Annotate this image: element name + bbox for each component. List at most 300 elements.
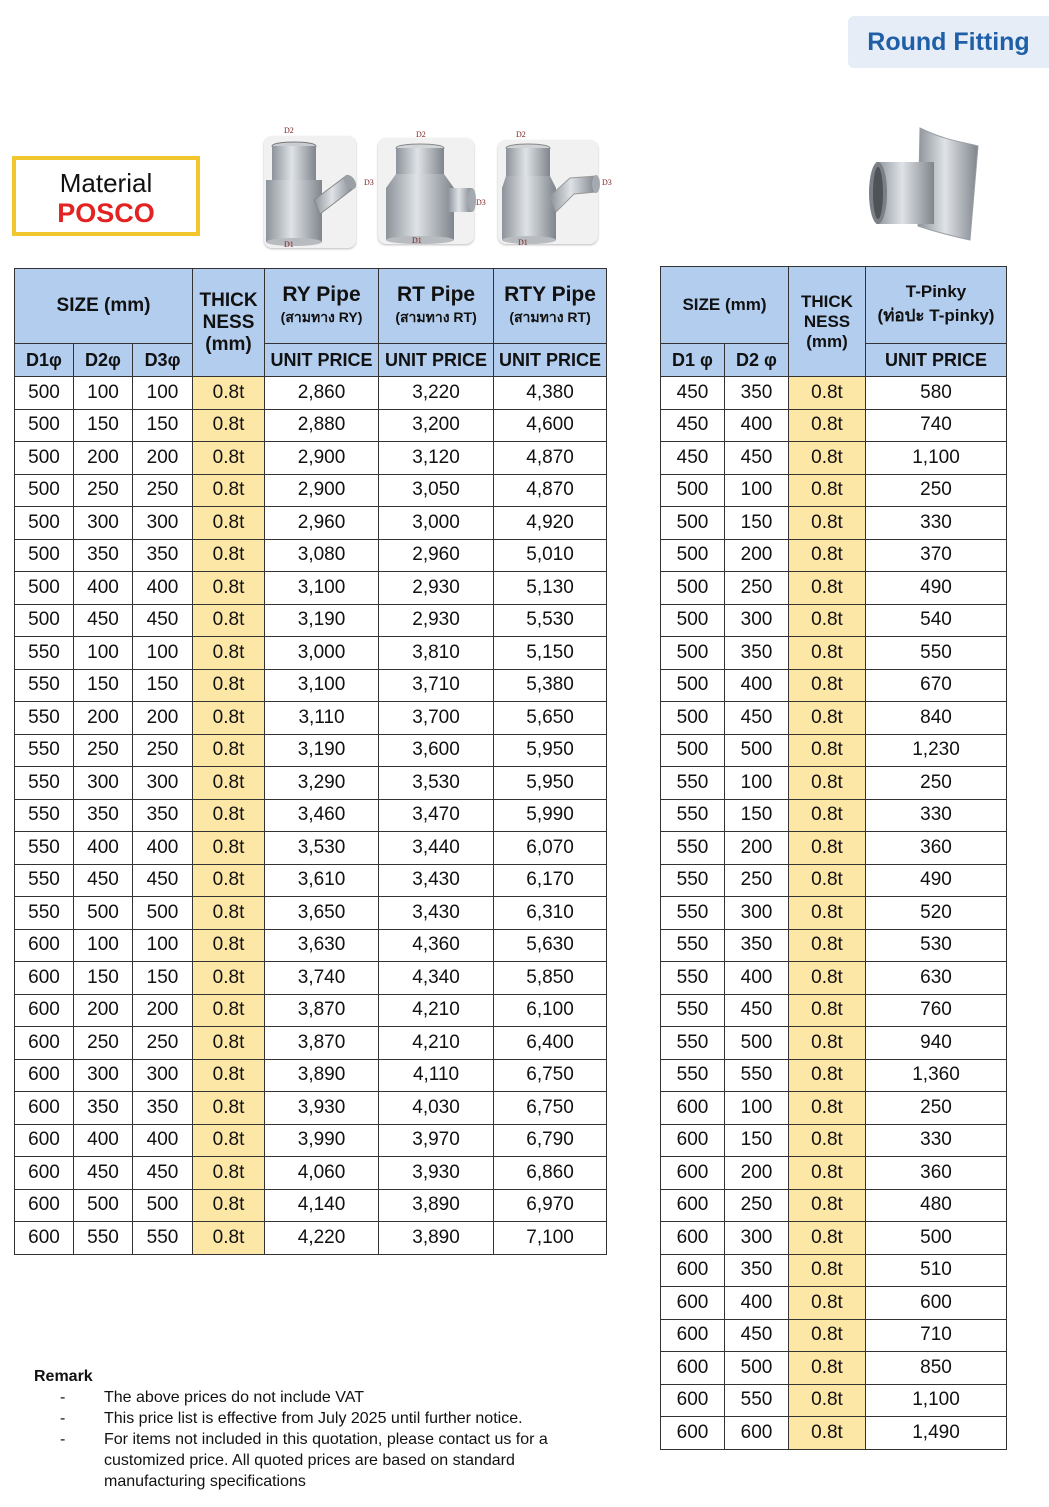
rty-price-cell: 7,100	[494, 1222, 607, 1255]
d1-cell: 500	[15, 377, 74, 410]
d2-cell: 100	[74, 929, 133, 962]
rt-d2-label: D2	[416, 130, 426, 139]
table-row	[661, 1417, 1007, 1450]
ry-price-cell: 3,930	[265, 1092, 379, 1125]
d3-cell: 150	[133, 669, 193, 702]
d2-cell: 150	[725, 507, 789, 540]
rt-price-cell: 3,710	[379, 669, 494, 702]
rt-d1-label: D1	[412, 236, 422, 245]
d3-cell: 100	[133, 637, 193, 670]
d1-cell: 550	[661, 929, 725, 962]
thickness-cell: 0.8t	[193, 832, 265, 865]
table-row	[15, 962, 607, 995]
t-pinky-price-cell: 710	[866, 1319, 1007, 1352]
remark-item: - The above prices do not include VAT	[60, 1389, 364, 1406]
thickness-cell: 0.8t	[193, 637, 265, 670]
t-pinky-price-cell: 510	[866, 1254, 1007, 1287]
t-pinky-drawing	[866, 124, 982, 244]
table-row	[661, 1222, 1007, 1255]
ry-pipe-drawing	[260, 130, 370, 250]
d1-cell: 500	[661, 604, 725, 637]
d3-cell: 500	[133, 897, 193, 930]
t-pinky-price-cell: 480	[866, 1189, 1007, 1222]
rty-price-cell: 6,750	[494, 1092, 607, 1125]
rt-price-cell: 3,700	[379, 702, 494, 735]
ry-price-cell: 2,900	[265, 442, 379, 475]
rty-d1-label: D1	[518, 238, 528, 247]
rty-price-cell: 6,790	[494, 1124, 607, 1157]
table-row	[15, 1189, 607, 1222]
t-pinky-price-cell: 520	[866, 897, 1007, 930]
table-row	[15, 832, 607, 865]
d2-cell: 550	[725, 1384, 789, 1417]
table-row	[661, 1287, 1007, 1320]
remark-text: The above prices do not include VAT	[104, 1389, 364, 1406]
thickness-cell: 0.8t	[789, 1059, 866, 1092]
d2-cell: 150	[725, 799, 789, 832]
material-brand: POSCO	[57, 198, 155, 228]
rty-price-cell: 5,010	[494, 539, 607, 572]
t-pinky-price-cell: 490	[866, 864, 1007, 897]
rty-unit-price-header: UNIT PRICE	[494, 344, 607, 377]
table-row	[661, 572, 1007, 605]
table-row	[661, 1384, 1007, 1417]
thickness-cell: 0.8t	[789, 637, 866, 670]
table-row	[15, 1027, 607, 1060]
d1-cell: 600	[661, 1092, 725, 1125]
ry-price-cell: 3,740	[265, 962, 379, 995]
d2-cell: 550	[725, 1059, 789, 1092]
thickness-cell: 0.8t	[789, 1352, 866, 1385]
table-row	[661, 1124, 1007, 1157]
ry-price-cell: 3,630	[265, 929, 379, 962]
d1-cell: 600	[15, 1189, 74, 1222]
d1-cell: 500	[661, 734, 725, 767]
rt-price-cell: 3,430	[379, 864, 494, 897]
d2-cell: 250	[725, 1189, 789, 1222]
t-pinky-price-cell: 250	[866, 474, 1007, 507]
d2-cell: 200	[74, 702, 133, 735]
d2-cell: 300	[74, 1059, 133, 1092]
d2-cell: 250	[725, 864, 789, 897]
thickness-header-2-line3: (mm)	[806, 331, 848, 351]
ry-pipe-subtitle: (สามทาง RY)	[280, 309, 363, 325]
ry-price-cell: 2,900	[265, 474, 379, 507]
table-row	[15, 799, 607, 832]
t-pinky-price-cell: 840	[866, 702, 1007, 735]
d1-cell: 600	[15, 994, 74, 1027]
rty-price-cell: 6,310	[494, 897, 607, 930]
table-row	[15, 539, 607, 572]
d2-cell: 150	[725, 1124, 789, 1157]
d1-cell: 550	[661, 1059, 725, 1092]
d2-cell: 350	[74, 539, 133, 572]
d3-cell: 300	[133, 1059, 193, 1092]
table-row	[661, 1189, 1007, 1222]
rty-price-cell: 4,870	[494, 474, 607, 507]
remark-section	[34, 1366, 594, 1492]
table-row	[15, 1059, 607, 1092]
d3-cell: 250	[133, 734, 193, 767]
t-pinky-price-cell: 1,360	[866, 1059, 1007, 1092]
rty-price-cell: 5,950	[494, 767, 607, 800]
thickness-header-2-line2: NESS	[803, 311, 851, 331]
d3-cell: 350	[133, 1092, 193, 1125]
d1-cell: 500	[661, 669, 725, 702]
d1-cell: 500	[15, 409, 74, 442]
ry-price-cell: 3,990	[265, 1124, 379, 1157]
d2-cell: 450	[725, 1319, 789, 1352]
d2-cell: 500	[74, 1189, 133, 1222]
rty-price-cell: 5,530	[494, 604, 607, 637]
d2-header: D2φ	[74, 344, 133, 377]
table-row	[661, 1254, 1007, 1287]
thickness-cell: 0.8t	[789, 409, 866, 442]
rt-price-cell: 4,210	[379, 1027, 494, 1060]
table-row	[15, 507, 607, 540]
d2-cell: 400	[74, 832, 133, 865]
d2-cell: 350	[74, 799, 133, 832]
t-pinky-price-cell: 250	[866, 767, 1007, 800]
thickness-cell: 0.8t	[789, 377, 866, 410]
d1-cell: 600	[15, 1157, 74, 1190]
thickness-cell: 0.8t	[789, 734, 866, 767]
thickness-cell: 0.8t	[789, 1287, 866, 1320]
table-row	[661, 1319, 1007, 1352]
d1-cell: 500	[661, 507, 725, 540]
rty-price-cell: 5,150	[494, 637, 607, 670]
rty-d2-label: D2	[516, 130, 526, 139]
table-row	[661, 377, 1007, 410]
d1-cell: 600	[15, 1092, 74, 1125]
d1-cell: 550	[15, 864, 74, 897]
thickness-cell: 0.8t	[789, 1092, 866, 1125]
ry-price-cell: 3,000	[265, 637, 379, 670]
d1-header: D1φ	[15, 344, 74, 377]
rt-pipe-title: RT Pipe	[396, 283, 476, 306]
d2-cell: 200	[725, 832, 789, 865]
t-pinky-unit-price-header: UNIT PRICE	[866, 344, 1007, 377]
thickness-cell: 0.8t	[789, 1319, 866, 1352]
d2-cell: 450	[725, 442, 789, 475]
d3-cell: 450	[133, 864, 193, 897]
d1-cell: 450	[661, 442, 725, 475]
d3-cell: 400	[133, 572, 193, 605]
rty-price-cell: 5,950	[494, 734, 607, 767]
d3-cell: 250	[133, 474, 193, 507]
table-row	[661, 994, 1007, 1027]
thickness-cell: 0.8t	[789, 572, 866, 605]
d2-cell: 150	[74, 409, 133, 442]
table-row	[15, 767, 607, 800]
thickness-cell: 0.8t	[193, 474, 265, 507]
d1-cell: 550	[661, 1027, 725, 1060]
d2-cell: 450	[74, 604, 133, 637]
d3-cell: 100	[133, 929, 193, 962]
t-pinky-price-cell: 540	[866, 604, 1007, 637]
rty-price-cell: 4,600	[494, 409, 607, 442]
d1-cell: 550	[661, 832, 725, 865]
rt-price-cell: 4,210	[379, 994, 494, 1027]
table-row	[661, 897, 1007, 930]
d2-cell: 300	[74, 507, 133, 540]
rt-price-cell: 3,970	[379, 1124, 494, 1157]
thickness-header	[193, 269, 265, 377]
table-row	[661, 409, 1007, 442]
rty-price-cell: 4,920	[494, 507, 607, 540]
d1-cell: 550	[661, 962, 725, 995]
d3-cell: 450	[133, 604, 193, 637]
t-pinky-price-cell: 630	[866, 962, 1007, 995]
d2-cell: 350	[725, 637, 789, 670]
d2-cell: 450	[725, 702, 789, 735]
thickness-cell: 0.8t	[789, 604, 866, 637]
thickness-cell: 0.8t	[789, 897, 866, 930]
table-row	[661, 734, 1007, 767]
rt-d3-label: D3	[476, 198, 486, 207]
table-row	[661, 507, 1007, 540]
thickness-cell: 0.8t	[789, 832, 866, 865]
d2-cell: 550	[74, 1222, 133, 1255]
thickness-cell: 0.8t	[789, 767, 866, 800]
ry-price-cell: 3,190	[265, 734, 379, 767]
thickness-cell: 0.8t	[789, 1027, 866, 1060]
table-row	[15, 1222, 607, 1255]
t-pinky-price-cell: 360	[866, 832, 1007, 865]
d3-cell: 550	[133, 1222, 193, 1255]
thickness-cell: 0.8t	[789, 669, 866, 702]
d1-cell: 500	[15, 507, 74, 540]
d2-cell: 350	[725, 377, 789, 410]
d2-cell: 400	[725, 1287, 789, 1320]
rt-price-cell: 2,930	[379, 572, 494, 605]
thickness-cell: 0.8t	[193, 1124, 265, 1157]
d2-cell: 400	[74, 572, 133, 605]
t-pinky-price-cell: 1,230	[866, 734, 1007, 767]
d2-cell: 400	[725, 962, 789, 995]
d1-cell: 550	[15, 669, 74, 702]
table-row	[661, 864, 1007, 897]
table-row	[661, 1157, 1007, 1190]
t-pinky-price-cell: 490	[866, 572, 1007, 605]
table-row	[661, 767, 1007, 800]
table-row	[15, 1157, 607, 1190]
rty-d3-label: D3	[602, 178, 612, 187]
ry-price-cell: 3,530	[265, 832, 379, 865]
t-pinky-image	[866, 124, 982, 244]
d1-cell: 500	[15, 572, 74, 605]
thickness-cell: 0.8t	[789, 1417, 866, 1450]
d1-cell: 450	[661, 409, 725, 442]
d1-cell: 550	[15, 702, 74, 735]
thickness-cell: 0.8t	[193, 539, 265, 572]
ry-price-cell: 3,610	[265, 864, 379, 897]
table-row	[661, 832, 1007, 865]
rty-price-cell: 6,860	[494, 1157, 607, 1190]
d1-cell: 600	[15, 1027, 74, 1060]
rty-price-cell: 6,400	[494, 1027, 607, 1060]
thickness-header-2-line1: THICK	[801, 291, 853, 311]
t-pinky-price-cell: 940	[866, 1027, 1007, 1060]
d2-cell: 250	[74, 734, 133, 767]
d2-cell: 350	[74, 1092, 133, 1125]
size-header-2: SIZE (mm)	[661, 267, 789, 344]
thickness-cell: 0.8t	[193, 572, 265, 605]
ry-price-cell: 3,080	[265, 539, 379, 572]
rty-price-cell: 4,870	[494, 442, 607, 475]
ry-price-cell: 3,290	[265, 767, 379, 800]
remark-item: - This price list is effective from July 2025 until further notice.	[60, 1410, 523, 1427]
d2-cell: 400	[74, 1124, 133, 1157]
rt-price-cell: 3,050	[379, 474, 494, 507]
d2-cell: 350	[725, 929, 789, 962]
rt-pipe-header	[379, 269, 494, 344]
table-row	[15, 897, 607, 930]
table-row	[661, 539, 1007, 572]
t-pinky-price-cell: 330	[866, 799, 1007, 832]
rt-price-cell: 3,930	[379, 1157, 494, 1190]
ry-price-cell: 3,870	[265, 994, 379, 1027]
table-row	[661, 1092, 1007, 1125]
table-row	[661, 669, 1007, 702]
rt-pipe-subtitle: (สามทาง RT)	[395, 309, 477, 325]
rt-pipe-image	[374, 130, 486, 250]
d1-cell: 550	[661, 897, 725, 930]
thickness-cell: 0.8t	[789, 1222, 866, 1255]
rt-price-cell: 2,960	[379, 539, 494, 572]
thickness-cell: 0.8t	[789, 702, 866, 735]
d1-cell: 500	[661, 539, 725, 572]
thickness-header-line1: THICK	[199, 289, 258, 311]
d2-cell: 100	[74, 377, 133, 410]
rt-price-cell: 3,200	[379, 409, 494, 442]
d3-cell: 100	[133, 377, 193, 410]
rt-price-cell: 4,110	[379, 1059, 494, 1092]
d1-cell: 550	[661, 767, 725, 800]
t-pinky-title: T-Pinky	[905, 281, 967, 301]
thickness-cell: 0.8t	[789, 1124, 866, 1157]
size-header: SIZE (mm)	[15, 269, 193, 344]
table-row	[15, 994, 607, 1027]
rty-pipe-drawing	[494, 130, 614, 250]
rt-price-cell: 2,930	[379, 604, 494, 637]
rty-price-cell: 6,070	[494, 832, 607, 865]
d3-cell: 400	[133, 832, 193, 865]
t-pinky-price-cell: 600	[866, 1287, 1007, 1320]
rt-price-cell: 3,890	[379, 1189, 494, 1222]
d2-cell: 250	[74, 474, 133, 507]
d3-cell: 450	[133, 1157, 193, 1190]
t-pinky-price-cell: 1,490	[866, 1417, 1007, 1450]
ry-price-cell: 4,140	[265, 1189, 379, 1222]
d2-cell: 350	[725, 1254, 789, 1287]
rty-pipe-image	[494, 130, 614, 250]
ry-price-cell: 3,870	[265, 1027, 379, 1060]
rty-price-cell: 4,380	[494, 377, 607, 410]
thickness-cell: 0.8t	[789, 929, 866, 962]
ry-price-cell: 2,960	[265, 507, 379, 540]
d1-cell: 550	[15, 734, 74, 767]
d1-cell: 600	[661, 1254, 725, 1287]
ry-price-cell: 4,220	[265, 1222, 379, 1255]
d1-cell: 600	[15, 1222, 74, 1255]
thickness-cell: 0.8t	[193, 702, 265, 735]
d1-cell: 600	[15, 929, 74, 962]
d1-cell: 500	[15, 539, 74, 572]
d1-cell: 550	[15, 832, 74, 865]
d2-cell: 250	[74, 1027, 133, 1060]
d1-cell: 600	[661, 1319, 725, 1352]
thickness-cell: 0.8t	[193, 767, 265, 800]
rty-price-cell: 6,170	[494, 864, 607, 897]
d1-cell: 600	[661, 1157, 725, 1190]
table-row	[15, 637, 607, 670]
table-row	[661, 929, 1007, 962]
thickness-cell: 0.8t	[193, 929, 265, 962]
d2-cell: 200	[725, 1157, 789, 1190]
d2-cell: 450	[74, 864, 133, 897]
d3-cell: 350	[133, 799, 193, 832]
d2-cell: 200	[725, 539, 789, 572]
d2-cell: 450	[74, 1157, 133, 1190]
thickness-cell: 0.8t	[193, 1189, 265, 1222]
thickness-cell: 0.8t	[789, 507, 866, 540]
d2-cell: 500	[74, 897, 133, 930]
d2-cell: 450	[725, 994, 789, 1027]
ry-price-cell: 3,100	[265, 669, 379, 702]
rty-price-cell: 5,380	[494, 669, 607, 702]
t-pinky-price-cell: 530	[866, 929, 1007, 962]
thickness-cell: 0.8t	[193, 734, 265, 767]
d1-cell: 550	[661, 864, 725, 897]
d2-cell: 500	[725, 734, 789, 767]
table-row	[661, 604, 1007, 637]
rty-price-cell: 5,630	[494, 929, 607, 962]
ry-pipe-title: RY Pipe	[282, 283, 361, 306]
d3-cell: 300	[133, 507, 193, 540]
d2-cell: 500	[725, 1027, 789, 1060]
rt-price-cell: 3,810	[379, 637, 494, 670]
d1-cell: 500	[661, 702, 725, 735]
t-pinky-price-cell: 1,100	[866, 442, 1007, 475]
t-pinky-header	[866, 267, 1007, 344]
d1-cell: 550	[15, 799, 74, 832]
rt-price-cell: 4,030	[379, 1092, 494, 1125]
rt-pipe-drawing	[374, 130, 486, 250]
t-pinky-price-cell: 550	[866, 637, 1007, 670]
thickness-cell: 0.8t	[193, 1059, 265, 1092]
d1-cell: 600	[15, 962, 74, 995]
d2-cell: 100	[725, 474, 789, 507]
rt-price-cell: 3,890	[379, 1222, 494, 1255]
table-row	[15, 1124, 607, 1157]
t-pinky-price-cell: 760	[866, 994, 1007, 1027]
rt-price-cell: 3,430	[379, 897, 494, 930]
table-row	[661, 474, 1007, 507]
d1-cell: 600	[661, 1287, 725, 1320]
remark-title: Remark	[34, 1368, 93, 1385]
ry-price-cell: 3,100	[265, 572, 379, 605]
d2-cell: 300	[725, 604, 789, 637]
t-pinky-price-cell: 500	[866, 1222, 1007, 1255]
d2-cell: 600	[725, 1417, 789, 1450]
table-row	[661, 1059, 1007, 1092]
table-row	[661, 637, 1007, 670]
t-pinky-price-cell: 850	[866, 1352, 1007, 1385]
ry-price-cell: 2,860	[265, 377, 379, 410]
material-box	[12, 156, 200, 236]
table-row	[661, 1027, 1007, 1060]
